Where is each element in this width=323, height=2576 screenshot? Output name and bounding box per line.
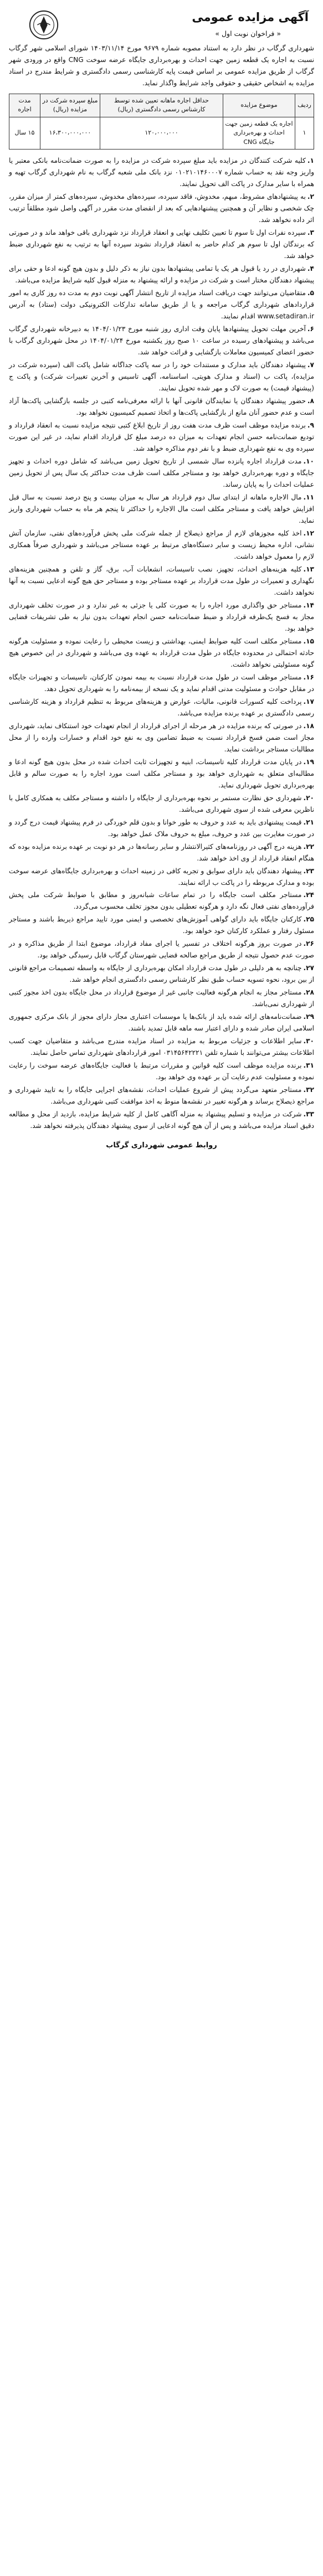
- list-item: [9, 359, 314, 394]
- list-item: [9, 263, 314, 286]
- clause-number: ۶.: [307, 325, 314, 333]
- notice-header: [9, 7, 314, 39]
- clause-text: پیشنهاد دهندگان باید مدارک و مستندات خود را در سه پاکت جداگانه شامل پاکت الف (سپرده شرکت در مزایده)، پاکت ب (اسناد و مدارک هویتی، اساسنامه، آگهی تاسیس و آخرین تغییرات شرکت) و پاکت ج (پیشنهاد قیمت) به صورت لاک و مهر شده تحویل نمایند.: [9, 361, 314, 393]
- clause-text: مستاجر حق واگذاری مورد اجاره را به صورت کلی یا جزئی به غیر ندارد و در صورت تخلف شهرداری مجاز به فسخ یک‌طرفه قرارداد و ضبط ضمانت‌نامه حسن انجام تعهدات بدون نیاز به طی تشریفات قضایی خواهد بود.: [9, 601, 314, 632]
- table-header-cell: حداقل اجاره ماهانه تعیین شده توسط کارشناس رسمی دادگستری (ریال): [100, 94, 223, 117]
- clause-number: ۲۸.: [303, 988, 314, 997]
- clause-number: ۱۵.: [303, 637, 314, 645]
- list-item: [9, 817, 314, 840]
- municipality-logo-icon: [28, 9, 60, 41]
- list-item: [9, 323, 314, 358]
- list-item: [9, 1084, 314, 1107]
- clause-text: کلیه شرکت کنندگان در مزایده باید مبلغ سپرده شرکت در مزایده را به صورت ضمانت‌نامه بانکی معتبر یا واریز وجه نقد به حساب شماره ۰۱۰۲۱۰۱۴۶۰۰۰۷ نزد بانک ملی شعبه گرگاب به نام شهرداری گرگاب تهیه و همراه با سایر مدارک در پاکت الف تحویل نمایند.: [9, 157, 314, 188]
- clause-text: شرکت در مزایده و تسلیم پیشنهاد به منزله آگاهی کامل از کلیه شرایط مزایده، بازدید از محل و مطالعه دقیق اسناد مزایده می‌باشد و پس از آن هیچ گونه ادعایی از سوی پیشنهاد دهندگان پذیرفته نخواهد شد.: [9, 1110, 314, 1130]
- clause-number: ۲۹.: [303, 1013, 314, 1021]
- clause-text: ضمانت‌نامه‌های ارائه شده باید از بانک‌ها یا موسسات اعتباری مجاز دارای مجوز از بانک مرکزی جمهوری اسلامی ایران صادر شده و دارای اعتبار سه ماهه قابل تمدید باشند.: [9, 1013, 314, 1033]
- list-item: [9, 756, 314, 791]
- list-item: [9, 155, 314, 190]
- clause-number: ۱۷.: [303, 697, 314, 705]
- notice-title: آگهی مزایده عمومی: [192, 11, 309, 24]
- table-header-cell: موضوع مزایده: [223, 94, 295, 117]
- clause-number: ۳۱.: [303, 1062, 314, 1070]
- clause-number: ۴.: [307, 265, 314, 273]
- clause-number: ۳۳.: [303, 1110, 314, 1119]
- clause-text: مستاجر مجاز به انجام هرگونه فعالیت جانبی غیر از موضوع قرارداد در محل جایگاه بدون اخذ مجوز کتبی از شهرداری نمی‌باشد.: [9, 988, 314, 1008]
- clause-text: آخرین مهلت تحویل پیشنهادها پایان وقت اداری روز شنبه مورخ ۱۴۰۴/۰۱/۲۳ به دبیرخانه شهرداری گرگاب می‌باشد و پیشنهادهای رسیده در ساعت ۱۰ صبح روز یکشنبه مورخ ۱۴۰۴/۰۱/۲۴ در محل شهرداری گرگاب با حضور اعضای کمیسیون معاملات بازگشایی و قرائت خواهد شد.: [9, 325, 314, 357]
- notice-footer: روابط عمومی شهرداری گرگاب: [106, 1141, 217, 1150]
- clause-text: اخذ کلیه مجوزهای لازم از مراجع ذیصلاح از جمله شرکت ملی پخش فرآورده‌های نفتی، سازمان آتش نشانی، اداره محیط زیست و سایر دستگاه‌های مرتبط بر عهده مستاجر می‌باشد و شهرداری صرفاً همکاری لازم را معمول خواهد داشت.: [9, 529, 314, 560]
- list-item: [9, 600, 314, 635]
- clause-text: پیشنهاد دهندگان باید دارای سوابق و تجربه کافی در زمینه احداث و بهره‌برداری جایگاه‌های عرضه سوخت بوده و مدارک مربوطه را در پاکت ب ارائه نمایند.: [9, 867, 314, 887]
- clause-number: ۹.: [307, 421, 314, 430]
- clause-number: ۱.: [307, 157, 314, 165]
- clause-text: مستاجر مکلف است کلیه ضوابط ایمنی، بهداشتی و زیست محیطی را رعایت نموده و مسئولیت هرگونه حادثه احتمالی در محدوده جایگاه در طول مدت قرارداد به عهده وی می‌باشد و شهرداری در این خصوص هیچ گونه مسئولیتی نخواهد داشت.: [9, 637, 314, 668]
- clause-text: مدت قرارداد اجاره پانزده سال شمسی از تاریخ تحویل زمین می‌باشد که شامل دوره احداث و تجهیز جایگاه و دوره بهره‌برداری خواهد بود و مستاجر مکلف است ظرف مدت حداکثر یک سال پس از تحویل زمین عملیات احداث را به پایان رساند.: [9, 457, 314, 489]
- table-cell: ۱۵ سال: [9, 117, 40, 150]
- clause-number: ۲۱.: [303, 818, 314, 826]
- clause-text: سپرده نفرات اول تا سوم تا تعیین تکلیف نهایی و انعقاد قرارداد نزد شهرداری باقی خواهد ماند و در صورتی که برندگان اول تا سوم هر کدام حاضر به انعقاد قرارداد نشوند سپرده آنها به ترتیب به نفع شهرداری ضبط خواهد شد.: [9, 229, 314, 260]
- table-header-cell: مدت اجاره: [9, 94, 40, 117]
- list-item: [9, 865, 314, 889]
- clause-text: شهرداری در رد یا قبول هر یک یا تمامی پیشنهادها بدون نیاز به ذکر دلیل و بدون هیچ گونه ادعا و حقی برای پیشنهاد دهندگان مختار است و شرکت در مزایده و ارائه پیشنهاد به منزله قبول کلیه شرایط مزایده می‌باشد.: [9, 265, 314, 285]
- clause-text: در صورت بروز هرگونه اختلاف در تفسیر یا اجرای مفاد قرارداد، موضوع ابتدا از طریق مذاکره و در صورت عدم حصول نتیجه از طریق مراجع صالحه قضایی شهرستان گرگاب قابل رسیدگی خواهد بود.: [9, 940, 314, 960]
- clause-number: ۱۴.: [303, 601, 314, 609]
- clause-number: ۳۰.: [303, 1037, 314, 1045]
- notice-subtitle: « فراخوان نوبت اول »: [215, 29, 281, 38]
- clause-text: کارکنان جایگاه باید دارای گواهی آموزش‌های تخصصی و ایمنی مورد تایید مراجع ذیربط باشند و مستاجر مسئول رفتار و عملکرد کارکنان خود خواهد بود.: [9, 915, 314, 935]
- clause-number: ۲۴.: [303, 891, 314, 899]
- list-item: [9, 191, 314, 226]
- clause-text: مستاجر متعهد می‌گردد پیش از شروع عملیات احداث، نقشه‌های اجرایی جایگاه را به تایید شهرداری و مراجع ذیصلاح برساند و هرگونه تغییر در نقشه‌ها منوط به اخذ موافقت کتبی شهرداری می‌باشد.: [9, 1086, 314, 1106]
- clause-text: متقاضیان می‌توانند جهت دریافت اسناد مزایده از تاریخ انتشار آگهی نوبت دوم به مدت ده روز کاری به امور قراردادهای شهرداری گرگاب مراجعه و یا از طریق سامانه تدارکات الکترونیکی دولت (ستاد) به آدرس www.setadiran.ir اقدام نمایند.: [9, 289, 314, 321]
- list-item: [9, 889, 314, 913]
- clause-text: مال الاجاره ماهانه از ابتدای سال دوم قرارداد هر سال به میزان بیست و پنج درصد نسبت به سال قبل افزایش خواهد یافت و مستاجر مکلف است مال الاجاره را حداکثر تا پنجم هر ماه به حساب شهرداری واریز نماید.: [9, 493, 314, 524]
- table-cell: ۱۲۰،۰۰۰،۰۰۰: [100, 117, 223, 150]
- list-item: [9, 696, 314, 719]
- table-row: [9, 117, 314, 150]
- list-item: [9, 962, 314, 986]
- clause-number: ۳.: [307, 229, 314, 237]
- clause-text: شهرداری حق نظارت مستمر بر نحوه بهره‌برداری از جایگاه را داشته و مستاجر مکلف به همکاری کامل با ناظرین معرفی شده از سوی شهرداری می‌باشد.: [9, 794, 314, 813]
- clause-number: ۱۰.: [303, 457, 314, 466]
- clause-text: برنده مزایده موظف است ظرف مدت هفت روز از تاریخ ابلاغ کتبی نتیجه مزایده نسبت به انعقاد قرارداد و تودیع ضمانت‌نامه حسن انجام تعهدات به میزان ده درصد مبلغ کل قرارداد اقدام نماید، در غیر این صورت سپرده وی به نفع شهرداری ضبط و با نفر دوم مذاکره خواهد شد.: [9, 421, 314, 453]
- list-item: [9, 1060, 314, 1083]
- list-item: [9, 720, 314, 755]
- clause-text: پرداخت کلیه کسورات قانونی، مالیات، عوارض و هزینه‌های مربوط به تنظیم قرارداد و هزینه کارشناسی رسمی دادگستری بر عهده برنده مزایده می‌باشد.: [9, 697, 314, 717]
- auction-items-table: [9, 94, 314, 150]
- clause-number: ۱۱.: [303, 493, 314, 501]
- list-item: [9, 227, 314, 262]
- conditions-list: [9, 155, 314, 1132]
- table-header-row: [9, 94, 314, 117]
- clause-number: ۲۰.: [303, 794, 314, 802]
- list-item: [9, 987, 314, 1010]
- list-item: [9, 395, 314, 419]
- list-item: [9, 528, 314, 563]
- clause-number: ۵.: [307, 289, 314, 297]
- clause-number: ۲۵.: [303, 915, 314, 924]
- list-item: [9, 636, 314, 671]
- clause-text: هزینه درج آگهی در روزنامه‌های کثیرالانتشار و سایر رسانه‌ها در هر دو نوبت بر عهده برنده مزایده بوده که هنگام انعقاد قرارداد از وی اخذ خواهد شد.: [9, 842, 314, 862]
- clause-text: مستاجر موظف است در طول مدت قرارداد نسبت به بیمه نمودن کارکنان، تاسیسات و تجهیزات جایگاه در مقابل حوادث و مسئولیت مدنی اقدام نماید و یک نسخه از بیمه‌نامه را به شهرداری تحویل دهد.: [9, 673, 314, 693]
- notice-intro: شهرداری گرگاب در نظر دارد به استناد مصوبه شماره ۹۶۷۹ مورخ ۱۴۰۳/۱۱/۱۴ شورای اسلامی شهر گرگاب نسبت به اجاره یک قطعه زمین جهت احداث و بهره‌برداری جایگاه عرضه سوخت CNG واقع در ورودی شهر گرگاب از طریق مزایده عمومی بر اساس قیمت پایه کارشناسی رسمی دادگستری و شرایط مندرج در اسناد مزایده به اشخاص حقیقی و حقوقی واجد شرایط واگذار نماید.: [9, 44, 315, 87]
- clause-text: به پیشنهادهای مشروط، مبهم، مخدوش، فاقد سپرده، سپرده‌های مخدوش، سپرده‌های کمتر از میزان مقرر، چک شخصی و نظایر آن و همچنین پیشنهادهایی که بعد از انقضای مدت مقرر در آگهی واصل شود مطلقاً ترتیب اثر داده نخواهد شد.: [9, 193, 314, 224]
- table-header-cell: ردیف: [295, 94, 314, 117]
- clause-text: برنده مزایده موظف است کلیه قوانین و مقررات مرتبط با فعالیت جایگاه‌های عرضه سوخت را رعایت نموده و مسئولیت عدم رعایت آن بر عهده وی خواهد بود.: [9, 1062, 314, 1081]
- clause-number: ۲۷.: [303, 964, 314, 972]
- table-cell: ۱۶،۳۰۰،۰۰۰،۰۰۰: [40, 117, 100, 150]
- clause-number: ۲۶.: [303, 940, 314, 948]
- list-item: [9, 1035, 314, 1059]
- list-item: [9, 792, 314, 816]
- list-item: [9, 938, 314, 961]
- clause-text: در صورتی که برنده مزایده در هر مرحله از اجرای قرارداد از انجام تعهدات خود استنکاف نماید، شهرداری مجاز است ضمن فسخ قرارداد نسبت به ضبط تضامین وی به نفع خود اقدام و خسارات وارده را از محل مطالبات مستاجر برداشت نماید.: [9, 722, 314, 753]
- notice-page: [0, 0, 323, 1166]
- list-item: [9, 914, 314, 937]
- clause-number: ۳۲.: [303, 1086, 314, 1094]
- table-header-cell: مبلغ سپرده شرکت در مزایده (ریال): [40, 94, 100, 117]
- clause-text: حضور پیشنهاد دهندگان یا نمایندگان قانونی آنها با ارائه معرفی‌نامه کتبی در جلسه بازگشایی پاکت‌ها آزاد است و عدم حضور آنان مانع از بازگشایی پاکت‌ها و اتخاذ تصمیم کمیسیون نخواهد بود.: [9, 397, 314, 417]
- clause-text: کلیه هزینه‌های احداث، تجهیز، نصب تاسیسات، انشعابات آب، برق، گاز و تلفن و همچنین هزینه‌های نگهداری و تعمیرات در طول مدت قرارداد بر عهده مستاجر بوده و مستاجر حق هیچ گونه ادعایی نسبت به آنها نخواهد داشت.: [9, 565, 314, 596]
- clause-number: ۱۲.: [303, 529, 314, 537]
- clause-number: ۱۸.: [303, 722, 314, 730]
- clause-text: مستاجر مکلف است جایگاه را در تمام ساعات شبانه‌روز و مطابق با ضوابط شرکت ملی پخش فرآورده‌های نفتی فعال نگه دارد و هرگونه تعطیلی بدون مجوز تخلف محسوب می‌گردد.: [9, 891, 314, 911]
- clause-text: چنانچه به هر دلیلی در طول مدت قرارداد امکان بهره‌برداری از جایگاه به واسطه تصمیمات مراجع قانونی از بین برود، نحوه تسویه حساب طبق نظر کارشناس رسمی دادگستری انجام خواهد شد.: [9, 964, 314, 984]
- list-item: [9, 672, 314, 695]
- list-item: [9, 456, 314, 491]
- list-item: [9, 492, 314, 527]
- clause-number: ۸.: [307, 397, 314, 405]
- clause-number: ۱۹.: [303, 758, 314, 766]
- list-item: [9, 1109, 314, 1132]
- table-cell: ۱: [295, 117, 314, 150]
- clause-text: سایر اطلاعات و جزئیات مربوط به مزایده در اسناد مزایده مندرج می‌باشد و متقاضیان جهت کسب اطلاعات بیشتر می‌توانند با شماره تلفن ۰۳۱۴۵۶۴۲۲۲۱ امور قراردادهای شهرداری تماس حاصل نمایند.: [9, 1037, 314, 1057]
- list-item: [9, 287, 314, 322]
- list-item: [9, 564, 314, 599]
- clause-number: ۲۳.: [303, 867, 314, 875]
- list-item: [9, 420, 314, 455]
- table-cell: اجاره یک قطعه زمین جهت احداث و بهره‌برداری جایگاه CNG: [223, 117, 295, 150]
- clause-number: ۱۶.: [303, 673, 314, 681]
- clause-number: ۲.: [307, 193, 314, 201]
- clause-text: در پایان مدت قرارداد کلیه تاسیسات، ابنیه و تجهیزات ثابت احداث شده در محل بدون هیچ گونه ادعا و مطالبه‌ای متعلق به شهرداری خواهد بود و مستاجر مکلف است مورد اجاره را به صورت سالم و قابل بهره‌برداری تحویل شهرداری نماید.: [9, 758, 314, 789]
- clause-number: ۲۲.: [303, 842, 314, 851]
- list-item: [9, 1011, 314, 1034]
- clause-text: قیمت پیشنهادی باید به عدد و حروف به طور خوانا و بدون قلم خوردگی در فرم پیشنهاد قیمت درج گردد و در صورت مغایرت بین عدد و حروف، مبلغ به حروف ملاک عمل خواهد بود.: [9, 818, 314, 838]
- clause-number: ۷.: [307, 361, 314, 369]
- clause-number: ۱۳.: [303, 565, 314, 573]
- list-item: [9, 841, 314, 864]
